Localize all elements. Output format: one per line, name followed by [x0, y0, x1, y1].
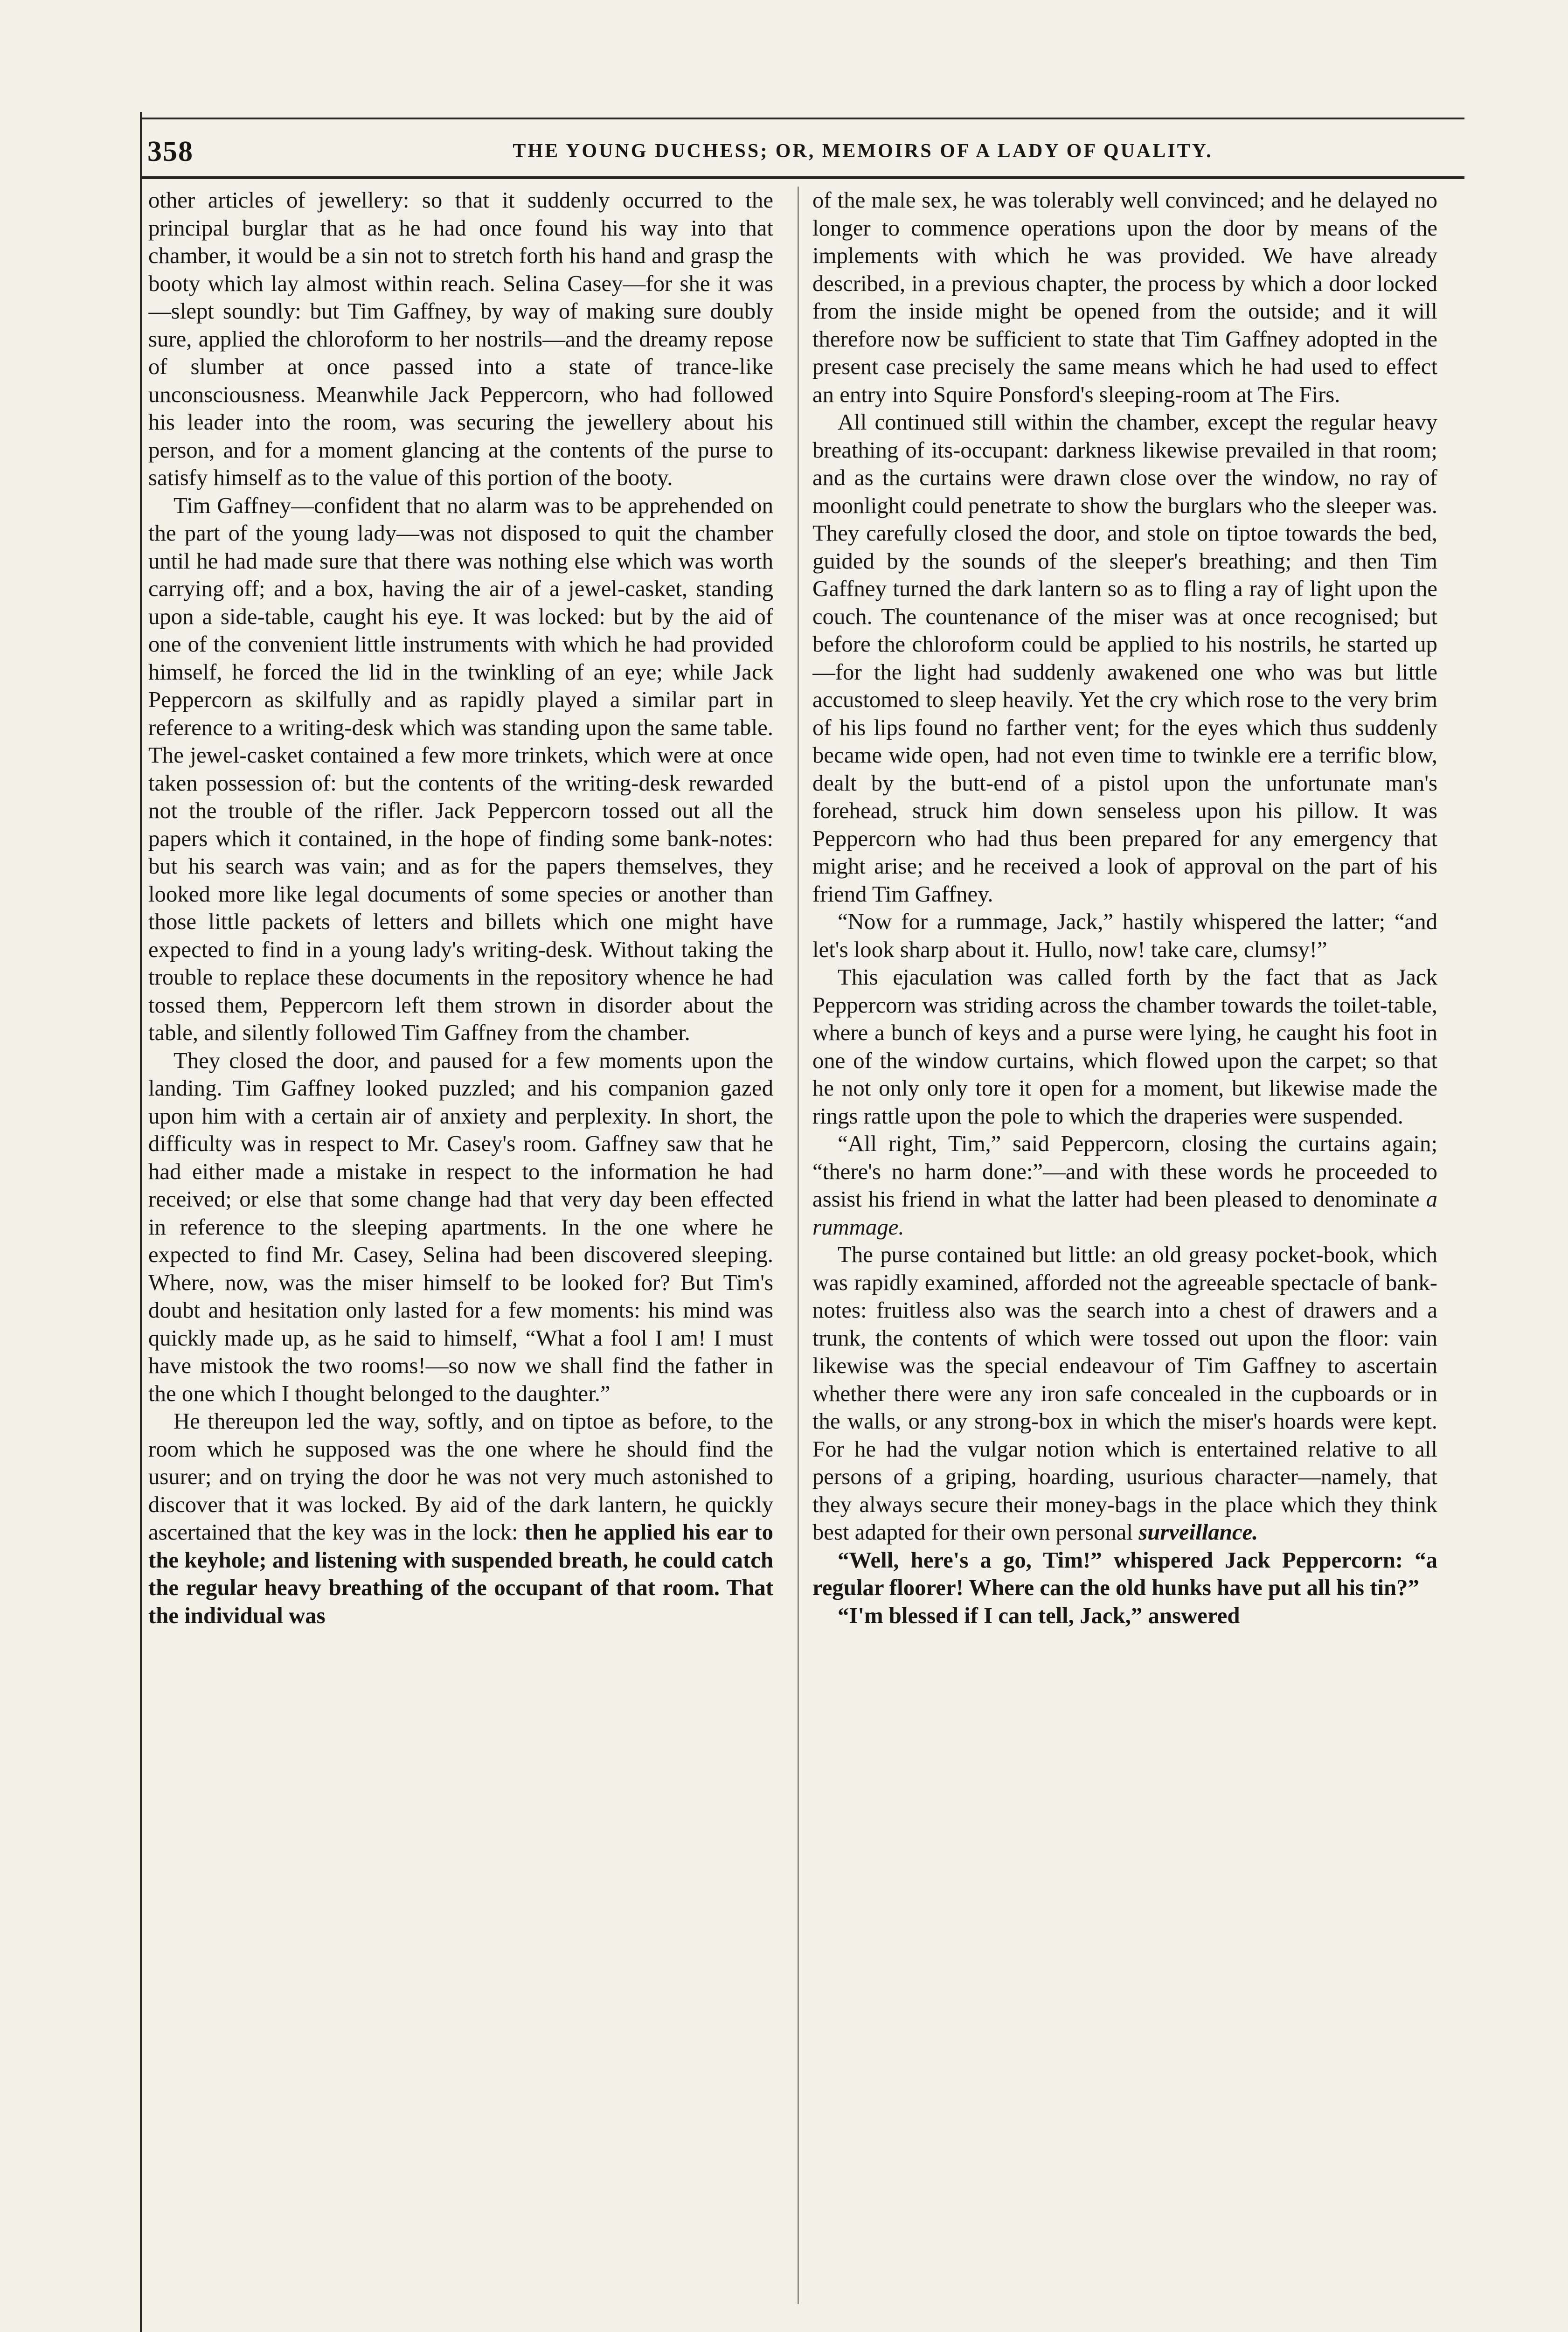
right-paragraph-8: “I'm blessed if I can tell, Jack,” answered [838, 1603, 1240, 1628]
left-column [148, 187, 773, 2304]
header-top-rule [140, 118, 1464, 119]
left-paragraph-4-text: He thereupon led the way, softly, and on tiptoe as before, to the room which he supposed was the one where he should find the usurer; and on trying the door he was not very much astonished to discover that it was locked. By aid of the dark lantern, he quickly ascertained that the key was in the lock: [148, 1409, 773, 1545]
right-paragraph-2: All continued still within the chamber, except the regular heavy breathing of its-occupant: darkness likewise prevailed in that room; and as the curtains were drawn close over the window, no ray of moonlight could penetrate to show the burglars who the sleeper was. They carefully closed the door, and stole on tiptoe towards the bed, guided by the sounds of the sleeper's breathing; and then Tim Gaffney turned the dark lantern so as to fling a ray of light upon the couch. The countenance of the miser was at once recognised; but before the chloroform could be applied to his nostrils, he started up—for the light had suddenly awakened one who was but little accustomed to sleep heavily. Yet the cry which rose to the very brim of his lips found no farther vent; for the eyes which thus suddenly became wide open, had not even time to twinkle ere a terrific blow, dealt by the butt-end of a pistol upon the unfortunate man's forehead, struck him down senseless upon his pillow. It was Peppercorn who had thus been prepared for any emergency that might arise; and he received a look of approval on the part of his friend Tim Gaffney. [812, 409, 1437, 907]
right-paragraph-1: of the male sex, he was tolerably well convinced; and he delayed no longer to commence operations upon the door by means of the implements with which he was provided. We have already described, in a previous chapter, the process by which a door locked from the inside might be opened from the outside; and it will therefore now be sufficient to state that Tim Gaffney adopted in the present case precisely the same means which he had used to effect an entry into Squire Ponsford's sleeping-room at The Firs. [812, 187, 1437, 407]
right-paragraph-6 [812, 1241, 1437, 1547]
left-margin-rule [140, 112, 142, 2332]
left-paragraph-2: Tim Gaffney—confident that no alarm was to be apprehended on the part of the young lady—was not disposed to quit the chamber until he had made sure that there was nothing else which was worth carrying off; and a box, having the air of a jewel-casket, standing upon a side-table, caught his eye. It was locked: but by the aid of one of the convenient little instruments with which he had provided himself, he forced the lid in the twinkling of an eye; while Jack Peppercorn as skilfully and as rapidly played a similar part in reference to a writing-desk which was standing upon the same table. The jewel-casket contained a few more trinkets, which were at once taken possession of: but the contents of the writing-desk rewarded not the trouble of the rifler. Jack Peppercorn tossed out all the papers which it contained, in the hope of finding some bank-notes: but his search was vain; and as for the papers themselves, they looked more like legal documents of some species or another than those little packets of letters and billets which one might have expected to find in a young lady's writing-desk. Without taking the trouble to replace these documents in the repository whence he had tossed them, Peppercorn left them strown in disorder about the table, and silently followed Tim Gaffney from the chamber. [148, 493, 773, 1045]
column-divider [798, 187, 799, 2304]
left-paragraph-1: other articles of jewellery: so that it suddenly occurred to the principal burglar that as he had once found his way into that chamber, it would be a sin not to stretch forth his hand and grasp the booty which lay almost within reach. Selina Casey—for she it was—slept soundly: but Tim Gaffney, by way of making sure doubly sure, applied the chloroform to her nostrils—and the dreamy repose of slumber at once passed into a state of trance-like unconsciousness. Meanwhile Jack Peppercorn, who had followed his leader into the room, was securing the jewellery about his person, and for a moment glancing at the contents of the purse to satisfy himself as to the value of this portion of the booty. [148, 187, 773, 490]
header-rule [140, 176, 1464, 179]
right-paragraph-6-text: The purse contained but little: an old greasy pocket-book, which was rapidly examined, afforded not the agreeable spectacle of bank-notes: fruitless also was the search into a chest of drawers and a trunk, the contents of which were tossed out upon the floor: vain likewise was the special endeavour of Tim Gaffney to ascertain whether there were any iron safe concealed in the cupboards or in the walls, or any strong-box in which the miser's hoards were kept. For he had the vulgar notion which is entertained relative to all persons of a griping, hoarding, usurious character—namely, that they always secure their money-bags in the place which they think best adapted for their own personal [812, 1242, 1437, 1545]
page-number: 358 [147, 136, 194, 167]
left-paragraph-4 [148, 1408, 773, 1630]
right-paragraph-5-italic: a rummage. [812, 1187, 1437, 1240]
left-paragraph-3: They closed the door, and paused for a few moments upon the landing. Tim Gaffney looked puzzled; and his companion gazed upon him with a certain air of anxiety and perplexity. In short, the difficulty was in respect to Mr. Casey's room. Gaffney saw that he had either made a mistake in respect to the information he had received; or else that some change had that very day been effected in reference to the sleeping apartments. In the one where he expected to find Mr. Casey, Selina had been discovered sleeping. Where, now, was the miser himself to be looked for? But Tim's doubt and hesitation only lasted for a few moments: his mind was quickly made up, as he said to himself, “What a fool I am! I must have mistook the two rooms!—so now we shall find the father in the one which I thought belonged to the daughter.” [148, 1048, 773, 1406]
running-head: THE YOUNG DUCHESS; OR, MEMOIRS OF A LADY OF QUALITY. [513, 140, 1213, 162]
left-paragraph-4-bold-text: then he applied his ear to the keyhole; and listening with suspended breath, he could catch the regular heavy breathing of the occupant of that room. That the individual was [148, 1520, 773, 1628]
right-paragraph-7: “Well, here's a go, Tim!” whispered Jack Peppercorn: “a regular floorer! Where can the old hunks have put all his tin?” [812, 1547, 1437, 1600]
right-paragraph-6-italic: surveillance. [1138, 1520, 1258, 1545]
right-column [812, 187, 1437, 2304]
right-paragraph-3: “Now for a rummage, Jack,” hastily whispered the latter; “and let's look sharp about it. Hullo, now! take care, clumsy!” [812, 909, 1437, 962]
right-paragraph-5-text: “All right, Tim,” said Peppercorn, closing the curtains again; “there's no harm done:”—and with these words he proceeded to assist his friend in what the latter had been pleased to denominate [812, 1131, 1437, 1212]
right-paragraph-4: This ejaculation was called forth by the fact that as Jack Peppercorn was striding across the chamber towards the toilet-table, where a bunch of keys and a purse were lying, he caught his foot in one of the window curtains, which flowed upon the carpet; so that he not only only tore it open for a moment, but likewise made the rings rattle upon the pole to which the draperies were suspended. [812, 965, 1437, 1129]
right-paragraph-5 [812, 1130, 1437, 1241]
